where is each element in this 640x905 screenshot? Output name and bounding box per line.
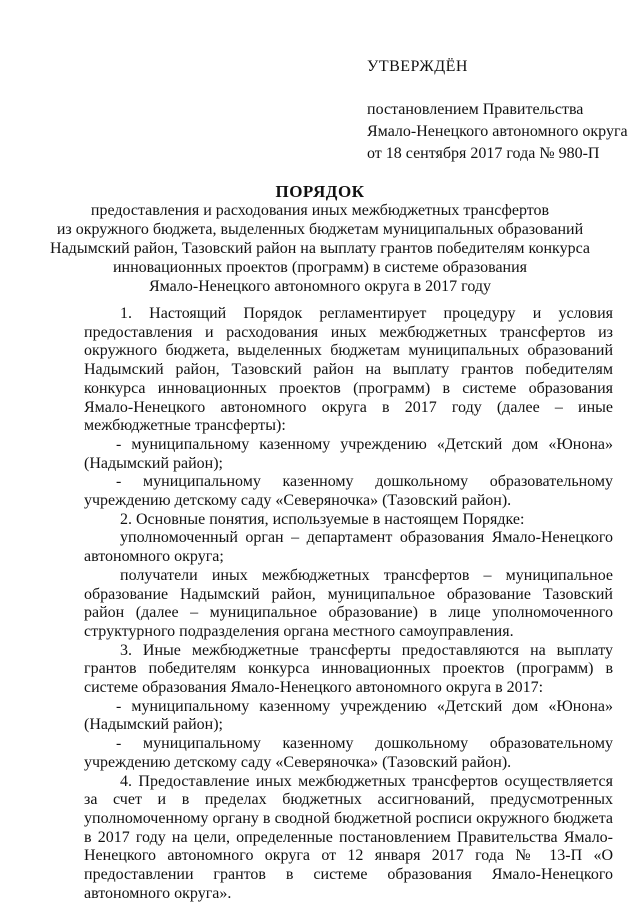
- paragraph: уполномоченный орган – департамент образования Ямало-Ненецкого автономного округа;: [84, 529, 613, 566]
- paragraph: 1. Настоящий Порядок регламентирует процедуру и условия предоставления и расходования иных межбюджетных трансфертов из окружного бюджета, выделенных бюджетам муниципальных образований Надымский район, Тазовский район на выплату грантов победителям конкурса инновационных проектов (программ) в системе образования Ямало-Ненецкого автономного округа в 2017 году (далее – иные межбюджетные трансферты):: [84, 305, 613, 435]
- decree-line: постановлением Правительства: [367, 101, 584, 118]
- list-item: - муниципальному казенному дошкольному образовательному учреждению детскому саду «Северяночка» (Тазовский район).: [84, 473, 613, 510]
- paragraph: 4. Предоставление иных межбюджетных трансфертов осуществляется за счет и в пределах бюджетных ассигнований, предусмотренных уполномоченному органу в сводной бюджетной росписи окружного бюджета в 2017 году на цели, определенные постановлением Правительства Ямало-Ненецкого автономного округа от 12 января 2017 года № 13-П «О предоставлении грантов в системе образования Ямало-Ненецкого автономного округа».: [84, 772, 613, 902]
- subtitle-line: из окружного бюджета, выделенных бюджетам муниципальных образований: [56, 221, 584, 238]
- document-title: ПОРЯДОК: [275, 182, 365, 201]
- approval-decree-block: [367, 99, 632, 165]
- list-item: - муниципальному казенному учреждению «Детский дом «Юнона» (Надымский район);: [84, 435, 613, 472]
- subtitle-line: Надымский район, Тазовский район на выплату грантов победителям конкурса: [50, 240, 590, 257]
- decree-line: Ямало-Ненецкого автономного округа: [367, 123, 628, 140]
- paragraph: 2. Основные понятия, используемые в настоящем Порядке:: [120, 510, 525, 528]
- subtitle-line: предоставления и расходования иных межбюджетных трансфертов: [90, 202, 550, 219]
- list-item: - муниципальному казенному дошкольному образовательному учреждению детскому саду «Северяночка» (Тазовский район).: [84, 735, 613, 771]
- list-item: - муниципальному казенному учреждению «Детский дом «Юнона» (Надымский район);: [84, 697, 613, 734]
- subtitle-line: Ямало-Ненецкого автономного округа в 2017 году: [148, 278, 492, 295]
- approved-stamp-heading: УТВЕРЖДЁН: [367, 58, 468, 75]
- paragraph: получатели иных межбюджетных трансфертов – муниципальное образование Надымский район, муниципальное образование Тазовский район (далее – муниципальное образование) в лице уполномоченного структурного подразделения органа местного самоуправления.: [84, 566, 613, 640]
- subtitle-line: инновационных проектов (программ) в системе образования: [112, 259, 528, 276]
- decree-line: от 18 сентября 2017 года № 980-П: [367, 145, 600, 162]
- paragraph: 3. Иные межбюджетные трансферты предоставляются на выплату грантов победителям конкурса инновационных проектов (программ) в системе образования Ямало-Ненецкого автономного округа в 2017:: [84, 641, 613, 697]
- document-subtitle: [40, 201, 600, 296]
- document-body: [84, 305, 613, 904]
